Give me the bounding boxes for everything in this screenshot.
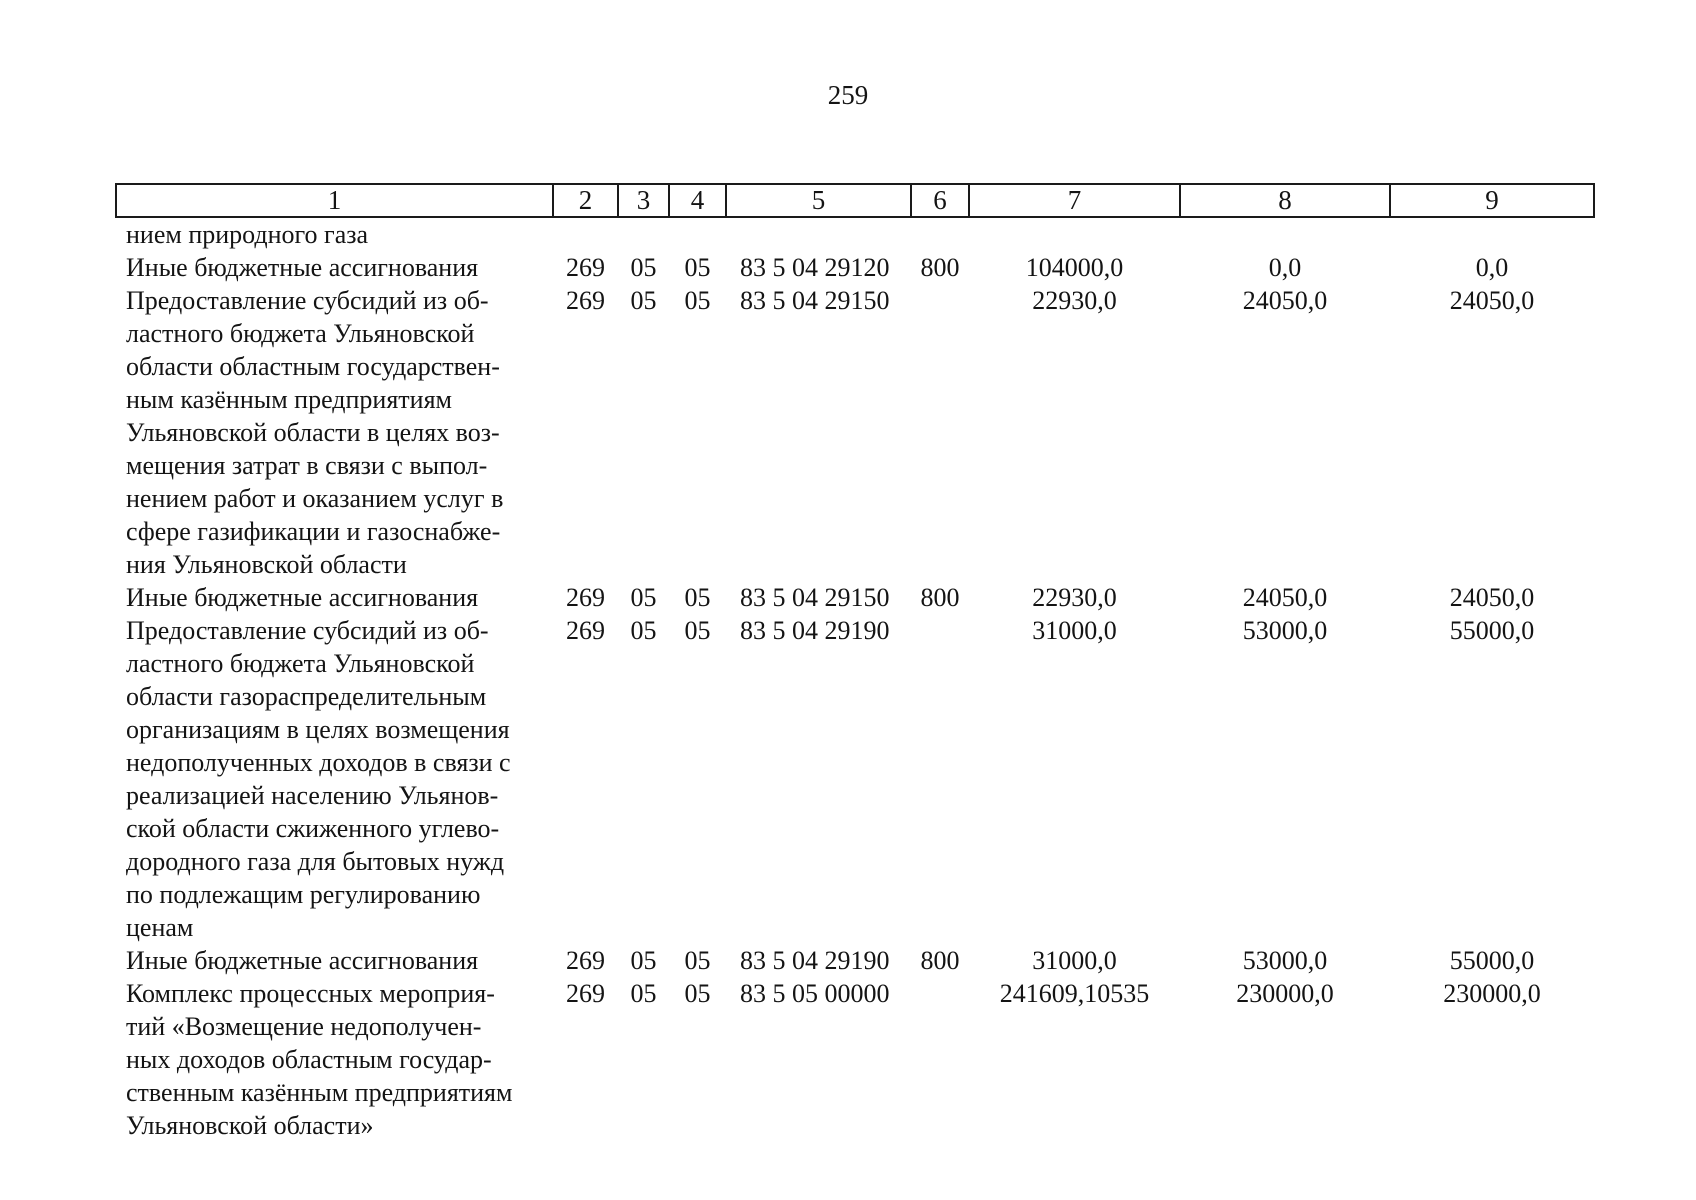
cell-subsection xyxy=(669,217,726,251)
header-col-7: 7 xyxy=(969,184,1180,217)
cell-expense-type xyxy=(911,614,969,944)
cell-expense-type: 800 xyxy=(920,946,960,975)
description-line: организациям в целях возмещения xyxy=(126,715,510,744)
description-line: области газораспределительным xyxy=(126,682,487,711)
cell-grbs: 269 xyxy=(566,253,605,282)
cell-amount-3: 24050,0 xyxy=(1449,583,1535,612)
cell-expense-type xyxy=(911,977,969,1142)
cell-section: 05 xyxy=(630,253,657,282)
cell-amount-2: 24050,0 xyxy=(1242,286,1328,315)
cell-description xyxy=(116,977,553,1142)
page-number: 259 xyxy=(827,80,869,110)
description-line: тий «Возмещение недополучен- xyxy=(126,1012,482,1041)
cell-expense-type xyxy=(911,284,969,581)
cell-grbs: 269 xyxy=(566,946,605,975)
description-line: Иные бюджетные ассигнования xyxy=(126,946,479,975)
cell-amount-1: 241609,10535 xyxy=(999,979,1150,1008)
cell-target-article xyxy=(726,217,911,251)
cell-section: 05 xyxy=(630,286,657,315)
description-line: ценам xyxy=(126,913,194,942)
cell-amount-3: 24050,0 xyxy=(1449,286,1535,315)
description-line: недополученных доходов в связи с xyxy=(126,748,511,777)
cell-amount-1: 31000,0 xyxy=(1032,616,1117,645)
cell-expense-type: 800 xyxy=(920,253,960,282)
cell-description xyxy=(116,581,553,614)
cell-target-article: 83 5 04 29150 xyxy=(740,286,890,315)
description-line: нением работ и оказанием услуг в xyxy=(126,484,504,513)
cell-subsection: 05 xyxy=(684,616,711,645)
description-line: дородного газа для бытовых нужд xyxy=(126,847,505,876)
cell-section: 05 xyxy=(630,616,657,645)
cell-subsection: 05 xyxy=(684,286,711,315)
cell-section: 05 xyxy=(630,583,657,612)
cell-amount-3: 55000,0 xyxy=(1449,946,1535,975)
description-line: ластного бюджета Ульяновской xyxy=(126,649,475,678)
description-line: реализацией населению Ульянов- xyxy=(126,781,499,810)
cell-amount-2: 0,0 xyxy=(1268,253,1302,282)
cell-grbs: 269 xyxy=(566,979,605,1008)
cell-description xyxy=(116,217,553,251)
header-col-5: 5 xyxy=(726,184,911,217)
cell-amount-2: 24050,0 xyxy=(1242,583,1328,612)
header-col-4: 4 xyxy=(669,184,726,217)
cell-amount-2: 53000,0 xyxy=(1242,616,1328,645)
cell-amount-1: 22930,0 xyxy=(1032,286,1117,315)
cell-grbs: 269 xyxy=(566,286,605,315)
cell-description xyxy=(116,251,553,284)
cell-amount-3: 55000,0 xyxy=(1449,616,1535,645)
cell-amount-2 xyxy=(1180,217,1390,251)
description-line: по подлежащим регулированию xyxy=(126,880,481,909)
budget-table-container xyxy=(115,183,1595,1142)
description-line: нием природного газа xyxy=(126,220,369,249)
cell-grbs xyxy=(553,217,618,251)
table-row xyxy=(116,251,1594,284)
description-line: ным казённым предприятиям xyxy=(126,385,452,414)
cell-subsection: 05 xyxy=(684,979,711,1008)
description-line: Иные бюджетные ассигнования xyxy=(126,253,479,282)
description-line: мещения затрат в связи с выпол- xyxy=(126,451,488,480)
description-line: ственным казённым предприятиям xyxy=(126,1078,513,1107)
cell-description xyxy=(116,944,553,977)
table-body xyxy=(116,217,1594,1142)
header-col-3: 3 xyxy=(618,184,669,217)
cell-target-article: 83 5 04 29190 xyxy=(740,616,890,645)
cell-amount-1: 104000,0 xyxy=(1025,253,1124,282)
header-col-6: 6 xyxy=(911,184,969,217)
cell-subsection: 05 xyxy=(684,583,711,612)
table-row xyxy=(116,581,1594,614)
cell-target-article: 83 5 04 29190 xyxy=(740,946,890,975)
description-line: Иные бюджетные ассигнования xyxy=(126,583,479,612)
cell-section: 05 xyxy=(630,946,657,975)
cell-target-article: 83 5 05 00000 xyxy=(740,979,890,1008)
cell-amount-1: 31000,0 xyxy=(1032,946,1117,975)
cell-amount-2: 53000,0 xyxy=(1242,946,1328,975)
cell-expense-type xyxy=(911,217,969,251)
header-col-1: 1 xyxy=(116,184,553,217)
description-line: области областным государствен- xyxy=(126,352,500,381)
header-col-8: 8 xyxy=(1180,184,1390,217)
cell-grbs: 269 xyxy=(566,583,605,612)
budget-table xyxy=(115,183,1595,1142)
table-row xyxy=(116,217,1594,251)
cell-section xyxy=(618,217,669,251)
description-line: Ульяновской области в целях воз- xyxy=(126,418,500,447)
table-row xyxy=(116,977,1594,1142)
cell-amount-3 xyxy=(1390,217,1594,251)
cell-section: 05 xyxy=(630,979,657,1008)
description-line: ской области сжиженного углево- xyxy=(126,814,500,843)
header-col-2: 2 xyxy=(553,184,618,217)
cell-amount-1 xyxy=(969,217,1180,251)
description-line: ния Ульяновской области xyxy=(126,550,407,579)
description-line: Предоставление субсидий из об- xyxy=(126,286,489,315)
cell-expense-type: 800 xyxy=(920,583,960,612)
header-col-9: 9 xyxy=(1390,184,1594,217)
table-row xyxy=(116,944,1594,977)
description-line: сфере газификации и газоснабже- xyxy=(126,517,501,546)
cell-description xyxy=(116,284,553,581)
table-header xyxy=(116,184,1594,217)
cell-amount-3: 230000,0 xyxy=(1443,979,1541,1008)
cell-amount-1: 22930,0 xyxy=(1032,583,1117,612)
description-line: Предоставление субсидий из об- xyxy=(126,616,489,645)
cell-target-article: 83 5 04 29150 xyxy=(740,583,890,612)
table-row xyxy=(116,284,1594,581)
header-row xyxy=(116,184,1594,217)
description-line: ластного бюджета Ульяновской xyxy=(126,319,475,348)
description-line: Комплекс процессных мероприя- xyxy=(126,979,495,1008)
cell-subsection: 05 xyxy=(684,253,711,282)
description-line: ных доходов областным государ- xyxy=(126,1045,492,1074)
cell-amount-2: 230000,0 xyxy=(1236,979,1334,1008)
table-row xyxy=(116,614,1594,944)
cell-target-article: 83 5 04 29120 xyxy=(740,253,890,282)
cell-description xyxy=(116,614,553,944)
cell-subsection: 05 xyxy=(684,946,711,975)
cell-amount-3: 0,0 xyxy=(1475,253,1509,282)
description-line: Ульяновской области» xyxy=(126,1111,374,1140)
cell-grbs: 269 xyxy=(566,616,605,645)
